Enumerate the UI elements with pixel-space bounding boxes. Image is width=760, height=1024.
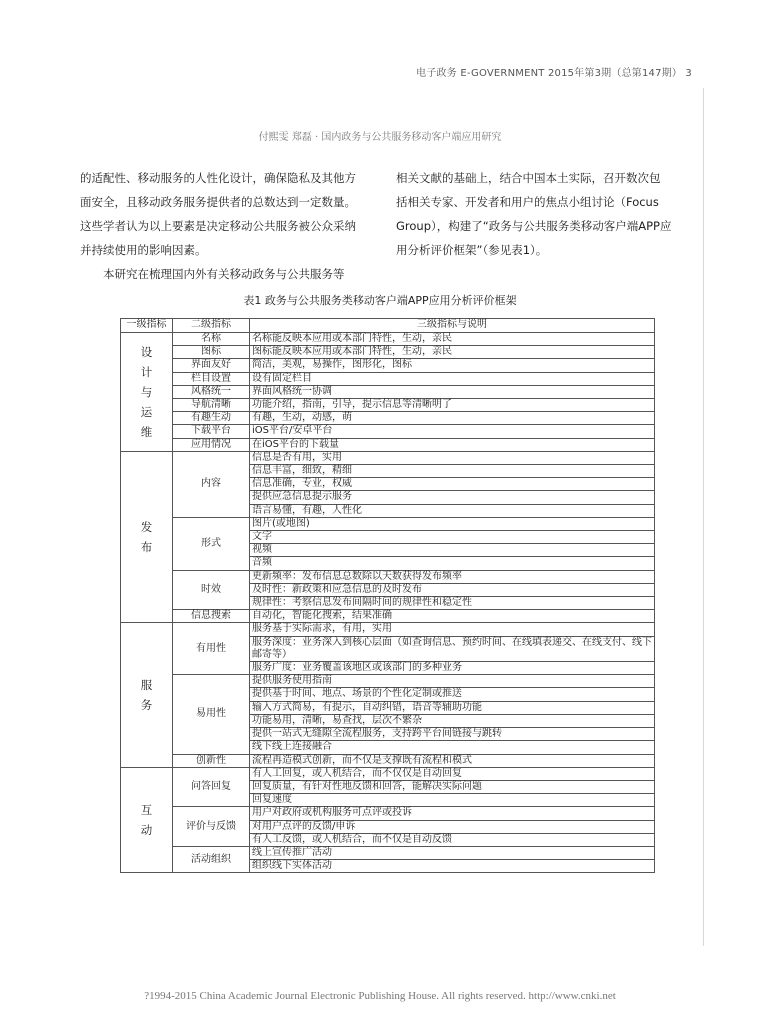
body-column-left xyxy=(80,166,380,286)
header-level2: 二级指标 xyxy=(173,319,250,333)
level3-cell: 文字 xyxy=(250,531,655,544)
table-row xyxy=(121,846,655,859)
level1-char: 服 xyxy=(140,678,153,693)
level2-cell: 导航清晰 xyxy=(173,399,250,412)
table-row xyxy=(121,359,655,372)
table-header-row xyxy=(121,319,655,333)
level3-cell: 线上宣传推广活动 xyxy=(250,846,655,859)
level1-cell xyxy=(121,623,173,767)
table-row xyxy=(121,333,655,346)
level1-cell xyxy=(121,333,173,452)
level3-cell: 图片(或地图) xyxy=(250,517,655,530)
level2-cell: 名称 xyxy=(173,333,250,346)
level3-cell: 回复质量，有针对性地反馈和回答，能解决实际问题 xyxy=(250,780,655,793)
table-row xyxy=(121,767,655,780)
level3-cell: 在iOS平台的下载量 xyxy=(250,438,655,451)
table-row xyxy=(121,346,655,359)
level1-cell xyxy=(121,767,173,873)
level3-cell: 回复速度 xyxy=(250,794,655,807)
table-row xyxy=(121,623,655,636)
body-line: 的适配性、移动服务的人性化设计，确保隐私及其他方 xyxy=(80,171,356,185)
level1-char: 发 xyxy=(140,520,153,535)
level3-cell: 流程再造模式创新，而不仅是支撑既有流程和模式 xyxy=(250,754,655,767)
table-row xyxy=(121,807,655,820)
level1-char: 动 xyxy=(140,823,153,838)
table-row xyxy=(121,438,655,451)
body-line: 面安全，且移动政务服务提供者的总数达到一定数量。 xyxy=(80,195,356,209)
level3-cell: 规律性：考察信息发布间隔时间的规律性和稳定性 xyxy=(250,597,655,610)
body-line: 相关文献的基础上，结合中国本土实际，召开数次包 xyxy=(396,171,661,185)
level2-cell: 界面友好 xyxy=(173,359,250,372)
level3-cell: 功能介绍，指南，引导，提示信息等清晰明了 xyxy=(250,399,655,412)
table-row xyxy=(121,610,655,623)
level1-cell xyxy=(121,451,173,623)
level3-cell: 语言易懂，有趣，人性化 xyxy=(250,504,655,517)
level2-cell: 评价与反馈 xyxy=(173,807,250,847)
table-row xyxy=(121,412,655,425)
level3-cell: 提供基于时间、地点、场景的个性化定制或推送 xyxy=(250,688,655,701)
level3-cell: 对用户点评的反馈/申诉 xyxy=(250,820,655,833)
level3-cell: 及时性：新政策和应急信息的及时发布 xyxy=(250,583,655,596)
level1-char: 务 xyxy=(140,698,153,713)
table-row xyxy=(121,754,655,767)
level3-cell: 组织线下实体活动 xyxy=(250,860,655,873)
level2-cell: 问答回复 xyxy=(173,767,250,807)
level2-cell: 信息搜索 xyxy=(173,610,250,623)
level3-cell: 服务基于实际需求，有用，实用 xyxy=(250,623,655,636)
body-line: 本研究在梳理国内外有关移动政务与公共服务等 xyxy=(103,267,345,281)
level3-cell: 音频 xyxy=(250,557,655,570)
body-column-right xyxy=(396,166,708,262)
level3-cell: 提供一站式无缝隙全流程服务，支持跨平台间链接与跳转 xyxy=(250,728,655,741)
table-row xyxy=(121,517,655,530)
body-line: 这些学者认为以上要素是决定移动公共服务被公众采纳 xyxy=(80,219,356,233)
level3-cell: 服务深度：业务深入到核心层面（如查询信息、预约时间、在线填表递交、在线支付、线下邮寄等） xyxy=(250,636,655,661)
level3-cell: 视频 xyxy=(250,544,655,557)
level3-cell: iOS平台/安卓平台 xyxy=(250,425,655,438)
evaluation-framework-table xyxy=(120,318,655,873)
level1-char: 布 xyxy=(140,540,153,555)
level1-char: 计 xyxy=(140,364,153,379)
level3-cell: 信息准确，专业，权威 xyxy=(250,478,655,491)
table-row xyxy=(121,399,655,412)
level3-cell: 功能易用，清晰，易查找，层次不繁杂 xyxy=(250,714,655,727)
level2-cell: 应用情况 xyxy=(173,438,250,451)
table-caption: 表1 政务与公共服务类移动客户端APP应用分析评价框架 xyxy=(243,294,517,307)
level2-cell: 活动组织 xyxy=(173,846,250,872)
level3-cell: 简洁，美观，易操作，图形化，图标 xyxy=(250,359,655,372)
level3-cell: 线下线上连接融合 xyxy=(250,741,655,754)
level3-cell: 用户对政府或机构服务可点评或投诉 xyxy=(250,807,655,820)
level1-char: 互 xyxy=(140,803,153,818)
level2-cell: 内容 xyxy=(173,451,250,517)
table-row xyxy=(121,425,655,438)
journal-header: 电子政务 E-GOVERNMENT 2015年第3期（总第147期） 3 xyxy=(416,68,692,79)
level3-cell: 自动化，智能化搜索，结果准确 xyxy=(250,610,655,623)
level2-cell: 下载平台 xyxy=(173,425,250,438)
level2-cell: 有用性 xyxy=(173,623,250,675)
level2-cell: 时效 xyxy=(173,570,250,610)
header-level3: 三级指标与说明 xyxy=(250,319,655,333)
level2-cell: 栏目设置 xyxy=(173,372,250,385)
level1-char: 运 xyxy=(140,404,153,419)
level3-cell: 提供应急信息提示服务 xyxy=(250,491,655,504)
level2-cell: 形式 xyxy=(173,517,250,570)
body-line: 用分析评价框架”（参见表1）。 xyxy=(396,243,548,257)
level3-cell: 更新频率：发布信息总数除以天数获得发布频率 xyxy=(250,570,655,583)
level2-cell: 有趣生动 xyxy=(173,412,250,425)
level1-char: 与 xyxy=(140,384,153,399)
level3-cell: 有人工回复，或人机结合，而不仅仅是自动回复 xyxy=(250,767,655,780)
table-row xyxy=(121,385,655,398)
table-row xyxy=(121,372,655,385)
running-head: 付熙雯 郑磊 · 国内政务与公共服务移动客户端应用研究 xyxy=(258,132,502,143)
level3-cell: 界面风格统一协调 xyxy=(250,385,655,398)
body-line: 括相关专家、开发者和用户的焦点小组讨论（Focus xyxy=(396,195,659,209)
level3-cell: 有趣，生动，动感，萌 xyxy=(250,412,655,425)
level3-cell: 有人工反馈，或人机结合，而不仅是自动反馈 xyxy=(250,833,655,846)
level3-cell: 图标能反映本应用或本部门特性，生动，亲民 xyxy=(250,346,655,359)
table-row xyxy=(121,675,655,688)
header-level1: 一级指标 xyxy=(121,319,173,333)
level3-cell: 信息是否有用，实用 xyxy=(250,451,655,464)
table-body xyxy=(121,333,655,873)
body-line: 并持续使用的影响因素。 xyxy=(80,243,207,257)
level3-cell: 名称能反映本应用或本部门特性，生动，亲民 xyxy=(250,333,655,346)
level2-cell: 图标 xyxy=(173,346,250,359)
body-line: Group），构建了“政务与公共服务类移动客户端APP应 xyxy=(396,219,672,233)
level3-cell: 信息丰富，细致，精细 xyxy=(250,465,655,478)
level3-cell: 输入方式简易，有提示，自动纠错，语音等辅助功能 xyxy=(250,701,655,714)
level1-char: 维 xyxy=(140,424,153,439)
level3-cell: 提供服务使用指南 xyxy=(250,675,655,688)
level1-char: 设 xyxy=(140,344,153,359)
table-row xyxy=(121,570,655,583)
copyright-footer: ?1994-2015 China Academic Journal Electronic Publishing House. All rights reserved. http://www.cnki.net xyxy=(144,990,616,1002)
level3-cell: 设有固定栏目 xyxy=(250,372,655,385)
table-row xyxy=(121,451,655,464)
level2-cell: 创新性 xyxy=(173,754,250,767)
level2-cell: 风格统一 xyxy=(173,385,250,398)
level2-cell: 易用性 xyxy=(173,675,250,754)
level3-cell: 服务广度：业务覆盖该地区或该部门的多种业务 xyxy=(250,662,655,675)
